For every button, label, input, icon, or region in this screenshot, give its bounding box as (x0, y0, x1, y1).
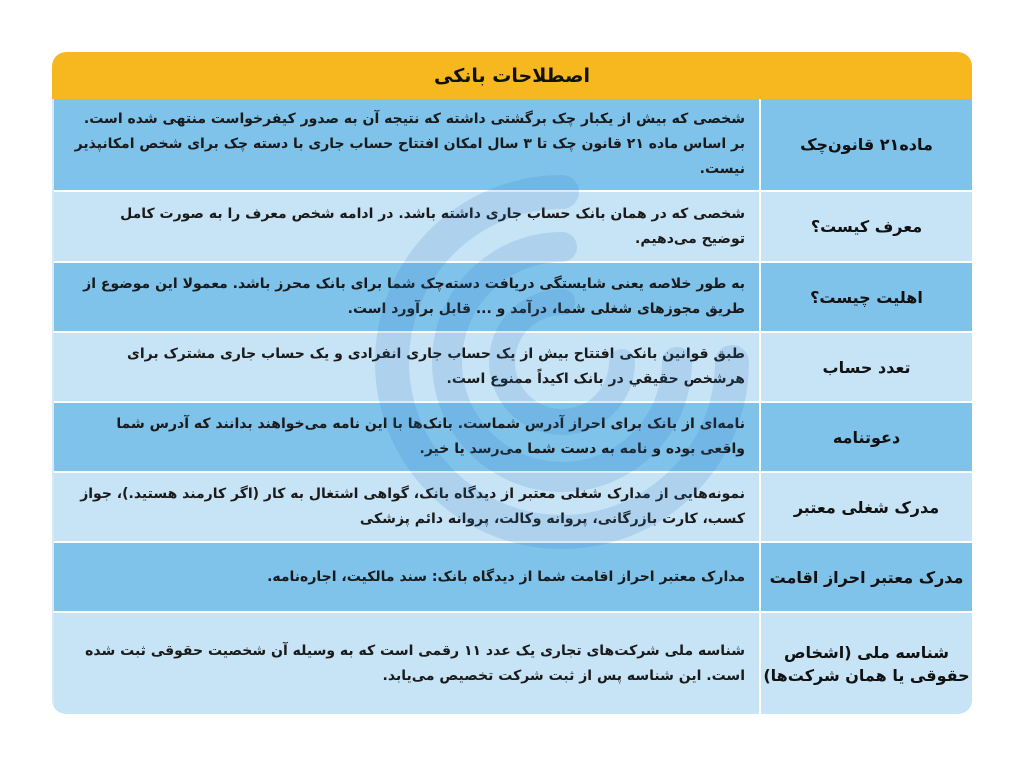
table-row (54, 99, 972, 192)
term-label: دعوتنامه (759, 403, 972, 471)
term-description: نامه‌ای از بانک برای احراز آدرس شماست. بانک‌ها با این نامه می‌خواهند بدانند که آدرس شما واقعی بوده و نامه به دست شما می‌رسد یا خیر. (116, 416, 745, 457)
term-description: نمونه‌هایی از مدارک شغلی معتبر از دیدگاه بانک، گواهی اشتغال به کار (اگر کارمند هستید.)، جواز کسب، کارت بازرگانی، پروانه وکالت، پروانه دائم پزشکی (80, 486, 745, 527)
term-label: ماده۲۱ قانون‌چک (759, 99, 972, 190)
table-row (54, 333, 972, 403)
term-description: به طور خلاصه یعنی شایستگی دریافت دسته‌چک شما برای بانک محرز باشد. معمولا این موضوع از طریق مجوزهای شغلی شما، درآمد و ... قابل برآورد است. (83, 276, 745, 317)
term-label: تعدد حساب (759, 333, 972, 401)
term-description: شخصی که در همان بانک حساب جاری داشته باشد. در ادامه شخص معرف را به صورت کامل توضیح می‌دهیم. (120, 205, 745, 247)
term-label: معرف کیست؟ (759, 192, 972, 261)
term-label: مدرک شغلی معتبر (759, 473, 972, 541)
term-label: اهلیت چیست؟ (759, 263, 972, 331)
table-row (54, 543, 972, 613)
term-label: مدرک معتبر احراز اقامت (759, 543, 972, 611)
table-row (54, 613, 972, 714)
terms-table (52, 99, 972, 714)
table-row (54, 473, 972, 543)
card-header (52, 52, 972, 99)
term-description: شناسه ملی شرکت‌های تجاری یک عدد ۱۱ رقمی است که به وسیله آن شخصیت حقوقی ثبت شده است. این شناسه پس از ثبت شرکت تخصیص می‌یابد. (85, 642, 745, 684)
term-label: شناسه ملی (اشخاص حقوقی یا همان شرکت‌ها) (759, 613, 972, 714)
bank-terms-card (52, 52, 972, 714)
term-description: مدارک معتبر احراز اقامت شما از دیدگاه بانک: سند مالکیت، اجاره‌نامه. (267, 568, 745, 585)
term-description: شخصی که بیش از یکبار چک برگشتی داشته که نتیجه آن به صدور کیفرخواست منتهی شده است. بر اساس ماده ۲۱ قانون چک تا ۳ سال امکان افتتاح حساب جاری با دسته چک برای شخص امکانپذیر نیست. (74, 111, 745, 177)
table-row (54, 403, 972, 473)
term-description: طبق قوانین بانکی افتتاح بیش از یک حساب جاری انفرادی و یک حساب جاری مشترک برای هرشخص حقیقي در بانک اکیداً ممنوع است. (127, 346, 745, 387)
page-title: اصطلاحات بانکی (433, 64, 591, 87)
table-row (54, 192, 972, 263)
table-row (54, 263, 972, 333)
